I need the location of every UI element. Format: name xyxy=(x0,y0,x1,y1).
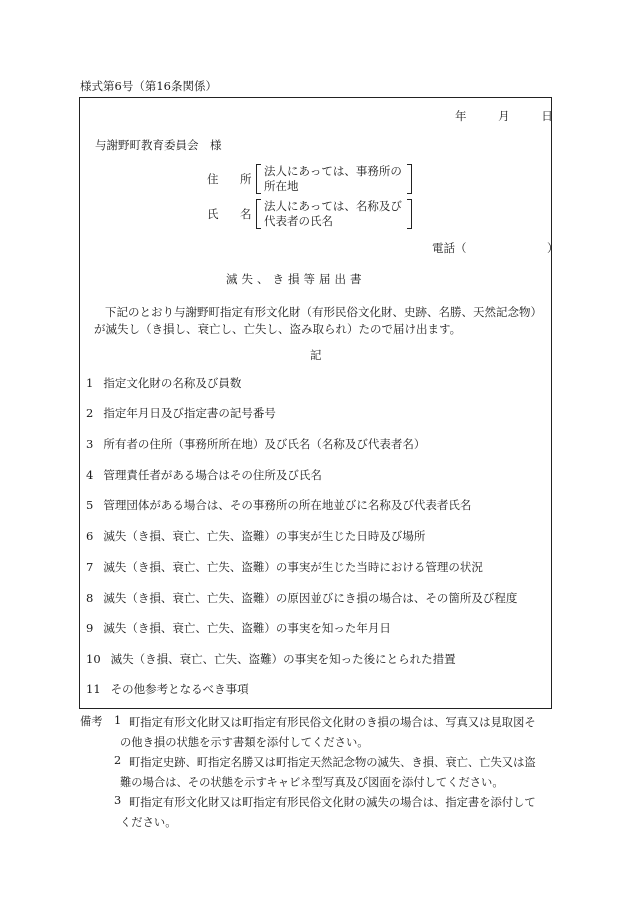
remark-line: 町指定史跡、町指定名勝又は町指定天然記念物の滅失、き損、衰亡、亡失又は盗 xyxy=(129,756,536,769)
remark-number: 2 xyxy=(114,754,122,767)
list-item: 2 指定年月日及び指定書の記号番号 xyxy=(86,406,276,420)
name-bracket-left xyxy=(256,199,261,229)
form-number-title: 様式第6号（第16条関係） xyxy=(80,79,217,93)
address-label-1: 住 xyxy=(207,172,219,186)
remark-line: ください。 xyxy=(120,816,177,829)
address-note-line-1: 法人にあっては、事務所の xyxy=(264,164,402,178)
document-title: 滅失、き損等届出書 xyxy=(226,272,366,286)
remark-line: 町指定有形文化財又は町指定有形民俗文化財のき損の場合は、写真又は見取図そ xyxy=(129,716,536,729)
remark-line: 難の場合は、その状態を示すキャビネ型写真及び図面を添付してください。 xyxy=(120,776,504,789)
name-bracket-right xyxy=(407,199,412,229)
list-item: 9 滅失（き損、衰亡、亡失、盗難）の事実を知った年月日 xyxy=(86,621,391,635)
list-item: 10 滅失（き損、衰亡、亡失、盗難）の事実を知った後にとられた措置 xyxy=(86,652,456,666)
list-item: 6 滅失（き損、衰亡、亡失、盗難）の事実が生じた日時及び場所 xyxy=(86,529,426,543)
body-text: 下記のとおり与謝野町指定有形文化財（有形民俗文化財、史跡、名勝、天然記念物）が滅失し（き損し、衰亡し、亡失し、盗み取られ）たので届け出ます。 xyxy=(94,305,537,336)
list-item: 3 所有者の住所（事務所所在地）及び氏名（名称及び代表者名） xyxy=(86,437,426,451)
form-frame xyxy=(79,97,552,709)
name-label-1: 氏 xyxy=(207,207,219,221)
addressee: 与謝野町教育委員会 様 xyxy=(95,138,222,152)
address-label-2: 所 xyxy=(240,172,252,186)
address-bracket-right xyxy=(407,164,412,194)
remark-line: の他き損の状態を示す書類を添付してください。 xyxy=(120,736,369,749)
date-line xyxy=(455,109,553,125)
remark-number: 3 xyxy=(114,794,122,807)
date-year: 年 xyxy=(455,109,467,123)
address-note-line-2: 所在地 xyxy=(264,179,299,193)
ki-heading: 記 xyxy=(310,348,322,362)
phone-line: 電話（ ） xyxy=(432,241,559,255)
address-bracket-left xyxy=(256,164,261,194)
date-day: 日 xyxy=(541,109,553,123)
name-label-2: 名 xyxy=(240,207,252,221)
remark-number: 1 xyxy=(114,714,122,727)
list-item: 4 管理責任者がある場合はその住所及び氏名 xyxy=(86,468,322,482)
list-item: 8 滅失（き損、衰亡、亡失、盗難）の原因並びにき損の場合は、その箇所及び程度 xyxy=(86,591,518,605)
name-note-line-1: 法人にあっては、名称及び xyxy=(264,199,402,213)
name-note-line-2: 代表者の氏名 xyxy=(264,214,333,228)
date-month: 月 xyxy=(498,109,510,123)
list-item: 1 指定文化財の名称及び員数 xyxy=(86,376,242,390)
remarks-label: 備考 xyxy=(80,715,103,728)
remark-line: 町指定有形文化財又は町指定有形民俗文化財の滅失の場合は、指定書を添付して xyxy=(129,796,536,809)
list-item: 5 管理団体がある場合は、その事務所の所在地並びに名称及び代表者氏名 xyxy=(86,498,472,512)
list-item: 11 その他参考となるべき事項 xyxy=(86,682,249,696)
list-item: 7 滅失（き損、衰亡、亡失、盗難）の事実が生じた当時における管理の状況 xyxy=(86,560,483,574)
